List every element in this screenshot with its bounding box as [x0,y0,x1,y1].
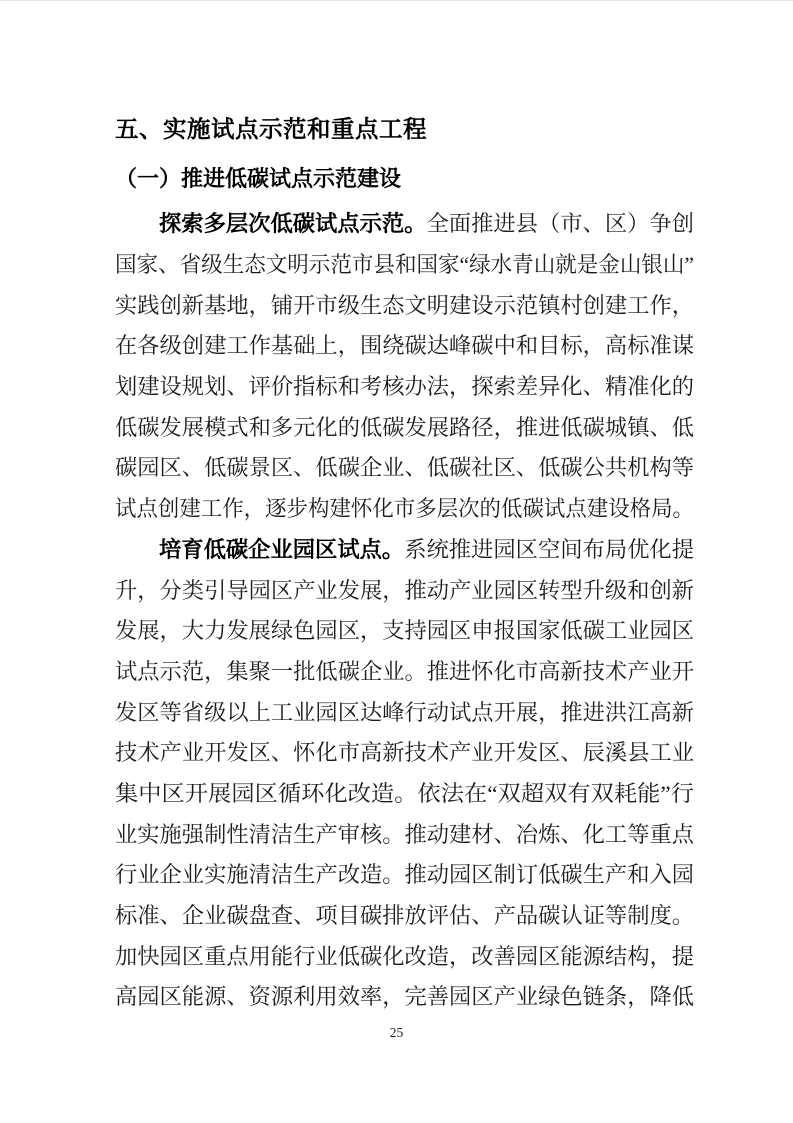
body-line [115,855,694,896]
body-run: 行业企业实施清洁生产改造。推动园区制订低碳生产和入园 [115,862,694,888]
body-line-text [115,741,694,765]
body-line-text [115,375,694,399]
body-line [115,285,694,326]
body-line-text [115,416,694,440]
subsection-heading: （一）推进低碳试点示范建设 [115,166,402,191]
body-line-text [115,456,694,480]
body-line-text [115,619,694,643]
body-run: 升，分类引导园区产业发展，推动产业园区转型升级和创新 [115,577,694,603]
body-run: 试点示范，集聚一批低碳企业。推进怀化市高新技术产业开 [115,658,694,684]
body-run: 标准、企业碳盘查、项目碳排放评估、产品碳认证等制度。 [115,903,694,929]
body-run: 发区等省级以上工业园区达峰行动试点开展，推进洪江高新 [115,699,694,725]
body-line [115,367,694,408]
body-line [115,448,694,489]
body-line [115,692,694,733]
body-run: 技术产业开发区、怀化市高新技术产业开发区、辰溪县工业 [115,740,694,766]
body-line [115,977,694,1018]
body-line-text [115,863,694,887]
body-run: 碳园区、低碳景区、低碳企业、低碳社区、低碳公共机构等 [115,455,694,481]
body-line-text [115,579,694,603]
body-line-text [115,823,694,847]
body-line [115,204,694,245]
body-line-text [115,294,694,318]
body-line [115,774,694,815]
body-line-text [115,701,694,725]
body-line-text [115,660,694,684]
body-line [115,570,694,611]
body-run: 试点创建工作，逐步构建怀化市多层次的低碳试点建设格局。 [115,496,694,522]
body-run: 国家、省级生态文明示范市县和国家“绿水青山就是金山银山” [115,252,694,278]
body-line-text [159,538,694,562]
body-line [115,245,694,286]
body-line-text [115,782,694,806]
body-line [115,652,694,693]
body-line-text [115,334,694,358]
body-run: 在各级创建工作基础上，围绕碳达峰碳中和目标，高标准谋 [115,333,694,359]
body-run: 实践创新基地，铺开市级生态文明建设示范镇村创建工作， [115,292,694,318]
body-line-text [159,212,694,236]
body-line [115,936,694,977]
body-line [115,896,694,937]
body-line-text [115,945,694,969]
body-line-text [115,985,694,1009]
bold-lead-text: 探索多层次低碳试点示范。 [159,211,427,237]
body-line [115,530,694,571]
body-run: 低碳发展模式和多元化的低碳发展路径，推进低碳城镇、低 [115,414,694,440]
bold-lead-text: 培育低碳企业园区试点。 [159,536,405,562]
body-line [115,326,694,367]
body-line [115,407,694,448]
section-heading: 五、实施试点示范和重点工程 [115,116,427,142]
body-run: 系统推进园区空间布局优化提 [404,536,694,562]
body-run: 全面推进县（市、区）争创 [426,211,694,237]
body-line-text [115,497,694,521]
body-line [115,611,694,652]
body-run: 划建设规划、评价指标和考核办法，探索差异化、精准化的 [115,374,694,400]
body-line [115,733,694,774]
body-run: 业实施强制性清洁生产审核。推动建材、冶炼、化工等重点 [115,821,694,847]
page-number: 25 [389,1025,404,1040]
body-run: 发展，大力发展绿色园区，支持园区申报国家低碳工业园区 [115,618,694,644]
body-run: 加快园区重点用能行业低碳化改造，改善园区能源结构，提 [115,943,694,969]
body-text [115,204,694,1018]
body-line-text [115,253,694,277]
body-line [115,489,694,530]
body-run: 集中区开展园区循环化改造。依法在“双超双有双耗能”行 [115,780,694,806]
body-run: 高园区能源、资源利用效率，完善园区产业绿色链条，降低 [115,984,694,1010]
body-line [115,814,694,855]
body-line-text [115,904,694,928]
